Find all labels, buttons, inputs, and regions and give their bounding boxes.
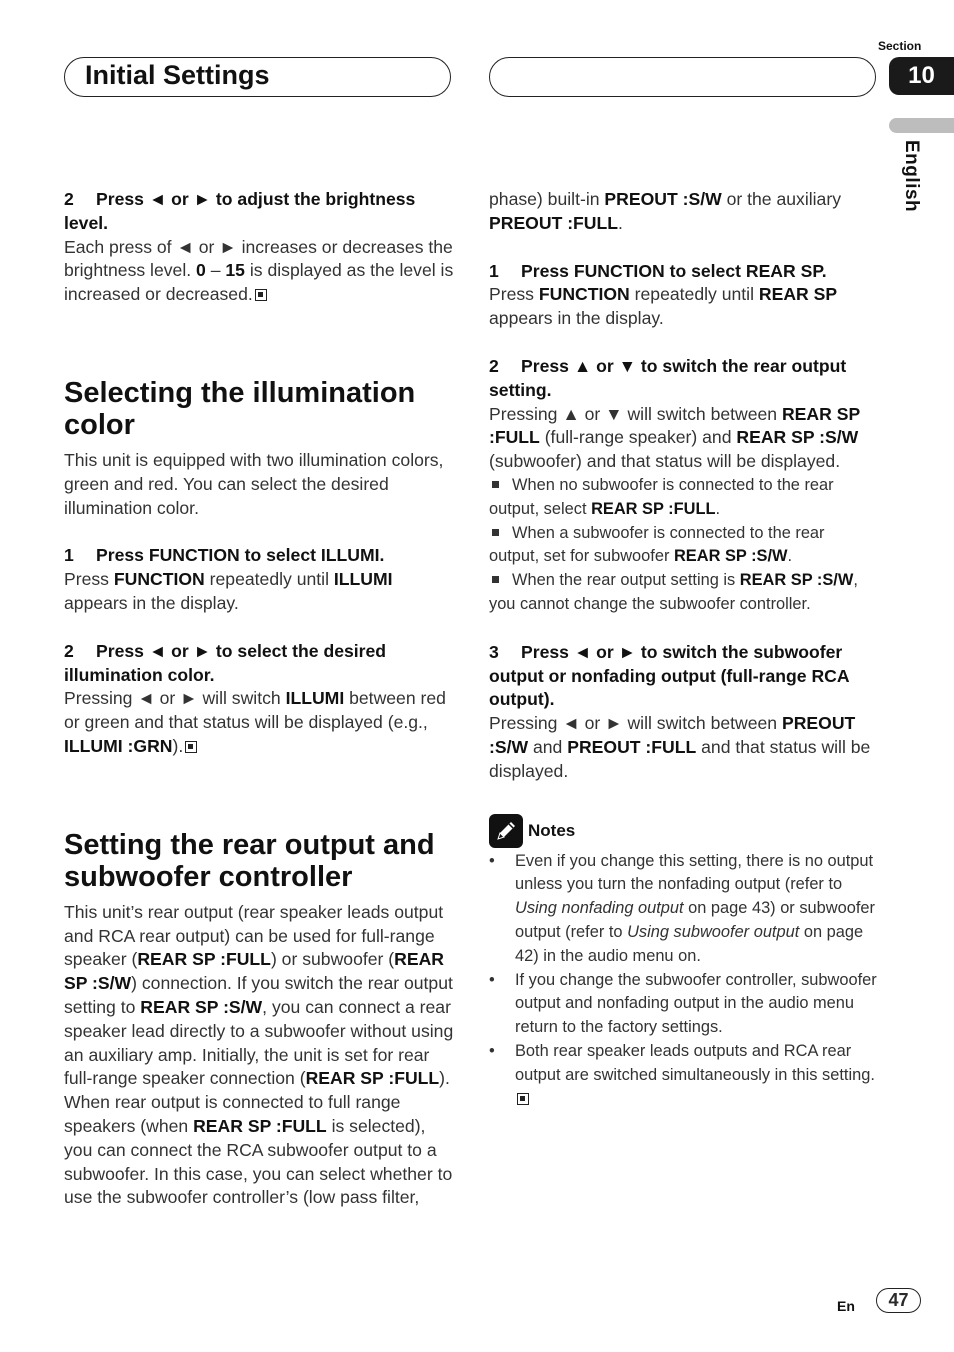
illumination-step-1: 1 Press FUNCTION to select ILLUMI. [64, 545, 385, 566]
rear-bullet-3: When the rear output setting is REAR SP :S/W, you cannot change the subwoofer controller. [489, 571, 858, 613]
end-mark-icon [255, 289, 267, 301]
language-label: English [901, 140, 922, 213]
notes-list [489, 850, 879, 1112]
section-label: Section [878, 39, 922, 53]
rear-output-continued: phase) built-in PREOUT :S/W or the auxiliary PREOUT :FULL. [489, 189, 842, 233]
end-mark-icon [517, 1093, 529, 1105]
note-item: • Even if you change this setting, there is no output unless you turn the nonfading output (refer to Using nonfading output on page 43) or subwoofer output (refer to Using subwoofer output on page 42) in the audio menu on. [489, 850, 879, 969]
illumination-heading: Selecting the illumination color [64, 376, 416, 441]
rear-step-2-body: Pressing ▲ or ▼ will switch between REAR SP :FULL (full-range speaker) and REAR SP :S/W (subwoofer) and that status will be displayed. [489, 403, 860, 472]
illumination-step-2: 2 Press ◄ or ► to select the desired illumination color. [64, 640, 387, 685]
square-bullet-icon [492, 576, 499, 583]
rear-step-1: 1 Press FUNCTION to select REAR SP. [489, 260, 827, 281]
right-column [489, 188, 879, 1111]
end-mark-icon [185, 741, 197, 753]
notes-header [489, 814, 879, 848]
brightness-step: 2 Press ◄ or ► to adjust the brightness level. [64, 189, 416, 233]
notes-pencil-icon [489, 814, 523, 848]
illumination-step-1-body: Press FUNCTION repeatedly until ILLUMI appears in the display. [64, 569, 393, 613]
rear-step-2: 2 Press ▲ or ▼ to switch the rear output setting. [489, 355, 847, 400]
section-number-tab: 10 [889, 57, 954, 95]
note-item: • Both rear speaker leads outputs and RCA rear output are switched simultaneously in this setting. [489, 1040, 879, 1111]
rear-output-body: This unit’s rear output (rear speaker leads output and RCA rear output) can be used for full-range speaker (REAR SP :FULL) or subwoofer (REAR SP :S/W) connection. If you switch the rear output setting to REAR SP :S/W, you can connect a rear speaker lead directly to a subwoofer without using an auxiliary amp. Initially, the unit is set for rear full-range speaker connection (REAR SP :FULL). When rear output is connected to full range speakers (when REAR SP :FULL is selected), you can connect the RCA subwoofer output to a subwoofer. In this case, you can select whether to use the subwoofer controller’s (low pass filter, [64, 901, 454, 1208]
footer-lang-code: En [837, 1298, 855, 1314]
language-tab [889, 118, 954, 133]
note-item: • If you change the subwoofer controller, subwoofer output and nonfading output in the audio menu return to the factory settings. [489, 969, 879, 1040]
rear-step-3-body: Pressing ◄ or ► will switch between PREOUT :S/W and PREOUT :FULL and that status will be displayed. [489, 713, 871, 781]
brightness-step-title: Press ◄ or ► to adjust the brightness level. [64, 189, 416, 233]
rear-output-heading: Setting the rear output and subwoofer controller [64, 828, 435, 893]
illumination-intro: This unit is equipped with two illumination colors, green and red. You can select the desired illumination color. [64, 449, 444, 518]
left-column [64, 188, 454, 1210]
header-title-box [64, 57, 451, 97]
page-header-title: Initial Settings [85, 60, 270, 90]
rear-step-1-body: Press FUNCTION repeatedly until REAR SP appears in the display. [489, 284, 838, 329]
rear-bullet-2: When a subwoofer is connected to the rear output, set for subwoofer REAR SP :S/W. [489, 523, 825, 566]
rear-bullet-1: When no subwoofer is connected to the rear output, select REAR SP :FULL. [489, 475, 834, 518]
square-bullet-icon [492, 481, 499, 488]
notes-title: Notes [528, 820, 576, 840]
brightness-step-body: Each press of ◄ or ► increases or decreases the brightness level. 0 – 15 is displayed as the level is increased or decreased. [64, 236, 454, 305]
page-number: 47 [876, 1288, 921, 1313]
header-blank-box [489, 57, 876, 97]
square-bullet-icon [492, 529, 499, 536]
rear-step-3: 3 Press ◄ or ► to switch the subwoofer output or nonfading output (full-range RCA output). [489, 641, 849, 710]
illumination-step-2-body: Pressing ◄ or ► will switch ILLUMI between red or green and that status will be displayed (e.g., ILLUMI :GRN). [64, 688, 446, 756]
